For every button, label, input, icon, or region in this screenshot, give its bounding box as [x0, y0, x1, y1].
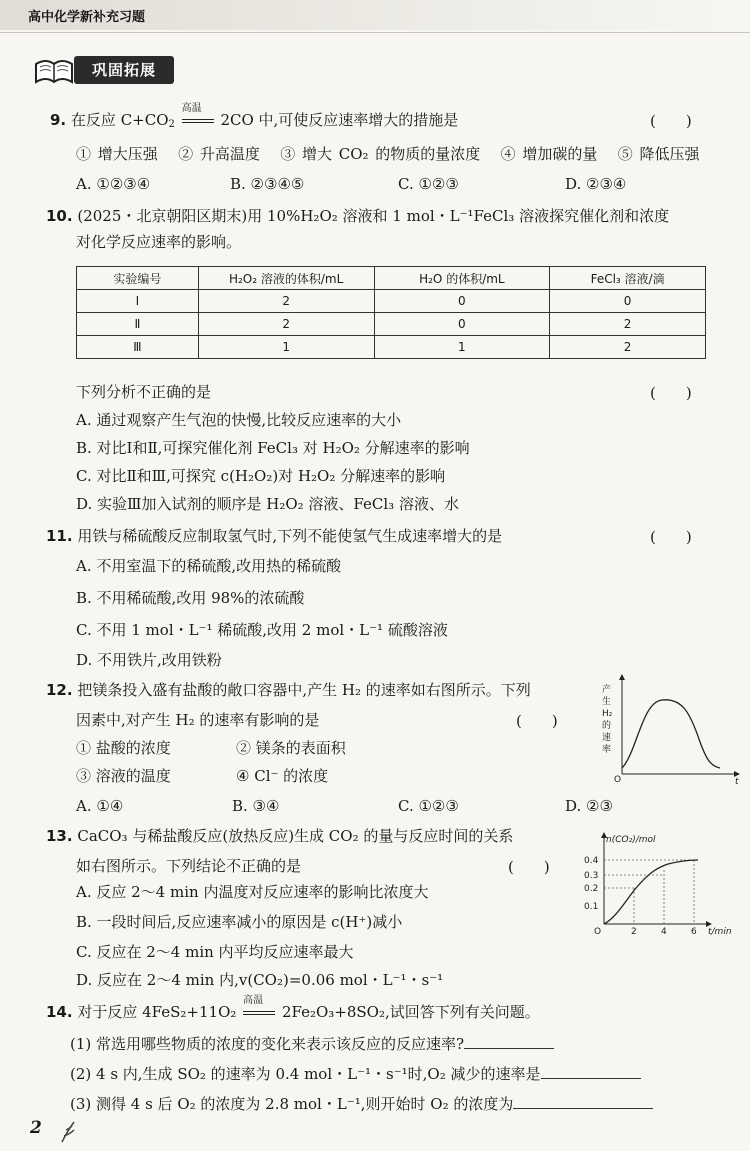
question-12-stem: 12. 把镁条投入盛有盐酸的敞口容器中,产生 H₂ 的速率如右图所示。下列 [46, 681, 531, 699]
option-b[interactable]: B. 不用稀硫酸,改用 98%的浓硫酸 [76, 589, 305, 607]
column-header: H₂O 的体积/mL [374, 267, 550, 290]
question-11-stem: 11. 用铁与稀硫酸反应制取氢气时,下列不能使氢气生成速率增大的是 [46, 527, 503, 545]
reaction-condition: 高温 [180, 110, 216, 130]
y-axis-label: n(CO₂)/mol [606, 835, 656, 845]
y-tick-label: 0.4 [584, 856, 599, 866]
option-c[interactable]: C. 反应在 2～4 min 内平均反应速率最大 [76, 943, 354, 961]
y-axis-label-3: H₂ [602, 709, 613, 719]
question-10-stem-cont: 对化学反应速率的影响。 [76, 233, 242, 251]
option-d[interactable]: D. 实验Ⅲ加入试剂的顺序是 H₂O₂ 溶液、FeCl₃ 溶液、水 [76, 495, 459, 513]
option-a[interactable]: A. ①②③④ [76, 175, 151, 193]
y-axis-label-1: 产 [602, 685, 612, 695]
option-a[interactable]: A. 不用室温下的稀硫酸,改用热的稀硫酸 [76, 557, 342, 575]
guide-lines [604, 860, 694, 924]
x-axis-label: t/min [708, 927, 732, 937]
table-row: Ⅰ 2 0 0 [77, 290, 706, 313]
running-header-title: 高中化学新补充习题 [28, 10, 146, 25]
item-2: ② 镁条的表面积 [236, 739, 346, 757]
section-label: 巩固拓展 [74, 56, 174, 84]
answer-blank[interactable]: ( ) [650, 112, 692, 130]
answer-blank[interactable] [513, 1095, 653, 1109]
option-a[interactable]: A. 通过观察产生气泡的快慢,比较反应速率的大小 [76, 411, 402, 429]
y-tick-label: 0.1 [584, 902, 599, 912]
rate-curve [622, 700, 720, 768]
answer-blank[interactable] [541, 1065, 641, 1079]
y-axis-label-2: 生 [602, 697, 612, 707]
x-tick-label: 2 [631, 927, 637, 937]
option-c[interactable]: C. ①②③ [398, 175, 459, 193]
question-14-part-1: (1) 常选用哪些物质的浓度的变化来表示该反应的反应速率? [70, 1034, 554, 1054]
table-header-row [77, 267, 706, 290]
option-d[interactable]: D. 不用铁片,改用铁粉 [76, 651, 222, 669]
y-axis-label-4: 的 [602, 721, 612, 731]
y-tick-label: 0.2 [584, 884, 599, 894]
question-10-ask: 下列分析不正确的是 [76, 383, 212, 401]
question-number: 13. [46, 827, 73, 845]
y-axis-arrow [619, 674, 625, 680]
y-axis-label-5: 速 [602, 733, 612, 743]
question-14-stem: 14. 对于反应 4FeS₂+11O₂ 高温 2Fe₂O₃+8SO₂,试回答下列有关问题。 [46, 995, 540, 1021]
h2-rate-graph [592, 672, 742, 784]
table-row: Ⅲ 1 1 2 [77, 336, 706, 359]
question-10-stem: 10. (2025・北京朝阳区期末)用 10%H₂O₂ 溶液和 1 mol・L⁻¹FeCl₃ 溶液探究催化剂和浓度 [46, 207, 670, 225]
question-14-part-2: (2) 4 s 内,生成 SO₂ 的速率为 0.4 mol・L⁻¹・s⁻¹时,O₂ 减少的速率是 [70, 1064, 641, 1084]
option-b[interactable]: B. ③④ [232, 797, 280, 815]
table-row: Ⅱ 2 0 2 [77, 313, 706, 336]
co2-amount-graph [576, 830, 736, 940]
option-a[interactable]: A. 反应 2～4 min 内温度对反应速率的影响比浓度大 [76, 883, 429, 901]
question-number: 12. [46, 681, 73, 699]
item-4: ④ Cl⁻ 的浓度 [236, 767, 329, 785]
column-header: H₂O₂ 溶液的体积/mL [198, 267, 374, 290]
column-header: 实验编号 [77, 267, 199, 290]
page-number: 2 [30, 1118, 42, 1138]
option-c[interactable]: C. ①②③ [398, 797, 459, 815]
y-axis-label-6: 率 [602, 745, 612, 755]
answer-blank[interactable]: ( ) [650, 528, 692, 546]
answer-blank[interactable] [464, 1035, 554, 1049]
y-tick-label: 0.3 [584, 871, 599, 881]
option-b[interactable]: B. 对比Ⅰ和Ⅱ,可探究催化剂 FeCl₃ 对 H₂O₂ 分解速率的影响 [76, 439, 470, 457]
option-b[interactable]: B. ②③④⑤ [230, 175, 305, 193]
question-13-stem: 13. CaCO₃ 与稀盐酸反应(放热反应)生成 CO₂ 的量与反应时间的关系 [46, 827, 514, 845]
option-d[interactable]: D. ②③ [565, 797, 613, 815]
question-13-stem-cont: 如右图所示。下列结论不正确的是 [76, 857, 302, 875]
answer-blank[interactable]: ( ) [650, 384, 692, 402]
footer-decoration-icon [58, 1120, 78, 1144]
x-axis-label: t [735, 777, 739, 784]
x-tick-label: 4 [661, 927, 667, 937]
option-b[interactable]: B. 一段时间后,反应速率减小的原因是 c(H⁺)减小 [76, 913, 403, 931]
answer-blank[interactable]: ( ) [516, 712, 558, 730]
experiment-table [76, 266, 706, 359]
question-12-stem-cont: 因素中,对产生 H₂ 的速率有影响的是 [76, 711, 320, 729]
question-number: 14. [46, 1003, 73, 1021]
x-tick-label: 6 [691, 927, 697, 937]
option-d[interactable]: D. 反应在 2～4 min 内,v(CO₂)=0.06 mol・L⁻¹・s⁻¹ [76, 971, 444, 989]
question-number: 11. [46, 527, 73, 545]
option-d[interactable]: D. ②③④ [565, 175, 627, 193]
item-1: ① 盐酸的浓度 [76, 739, 171, 757]
answer-blank[interactable]: ( ) [508, 858, 550, 876]
question-9-stem: 9. 在反应 $C+CO_2$ 高温 2CO 中,可使反应速率增大的措施是 [50, 103, 459, 130]
option-c[interactable]: C. 不用 1 mol・L⁻¹ 稀硫酸,改用 2 mol・L⁻¹ 硫酸溶液 [76, 621, 448, 639]
question-14-part-3: (3) 测得 4 s 后 O₂ 的浓度为 2.8 mol・L⁻¹,则开始时 O₂ 的浓度为 [70, 1094, 653, 1114]
co2-curve [604, 860, 698, 924]
question-number: 9. [50, 111, 67, 129]
question-9-items: ① 增大压强 ② 升高温度 ③ 增大 CO₂ 的物质的量浓度 ④ 增加碳的量 ⑤ 降低压强 [76, 145, 700, 163]
item-3: ③ 溶液的温度 [76, 767, 171, 785]
column-header: FeCl₃ 溶液/滴 [550, 267, 706, 290]
question-number: 10. [46, 207, 73, 225]
option-c[interactable]: C. 对比Ⅱ和Ⅲ,可探究 c(H₂O₂)对 H₂O₂ 分解速率的影响 [76, 467, 446, 485]
option-a[interactable]: A. ①④ [76, 797, 124, 815]
reaction-condition: 高温 [241, 1002, 277, 1022]
origin-label: O [614, 775, 622, 784]
origin-label: O [594, 927, 602, 937]
